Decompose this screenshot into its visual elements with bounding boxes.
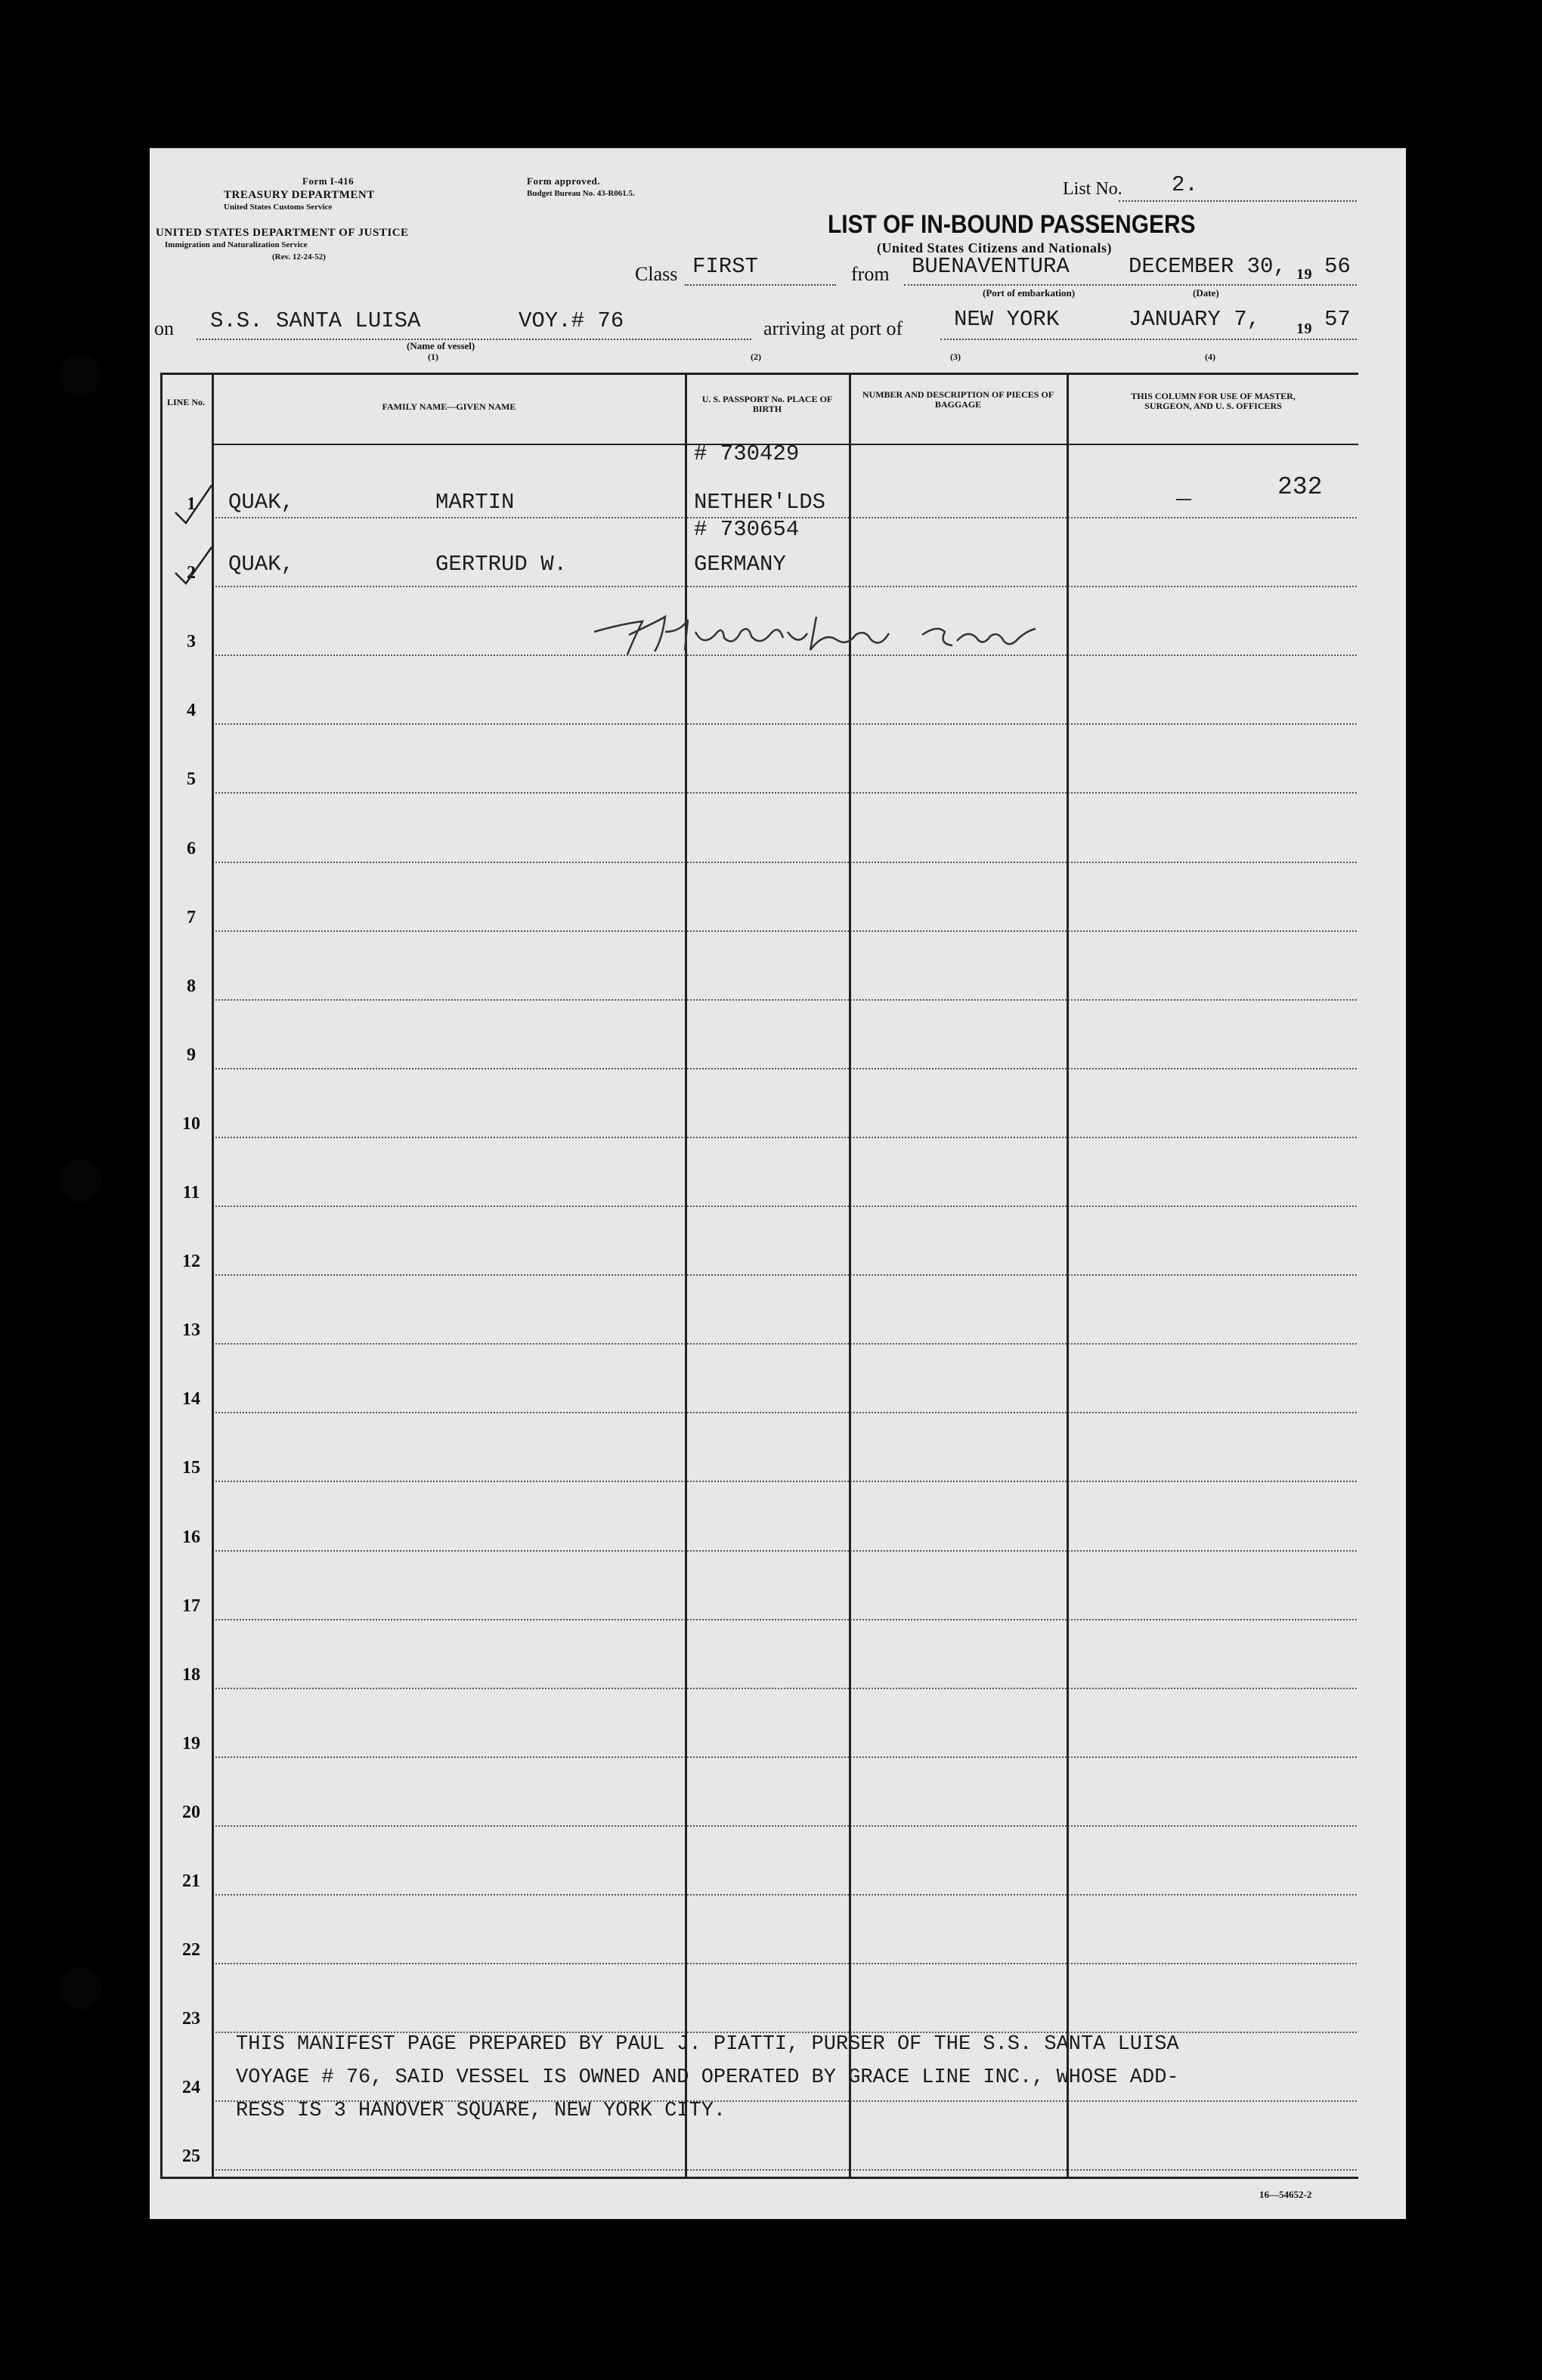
- row-dotted-line: [215, 999, 1357, 1001]
- row-dotted-line: [215, 1756, 1357, 1758]
- row-dotted-line: [215, 1205, 1357, 1207]
- page-subtitle: (United States Citizens and Nationals): [877, 240, 1113, 255]
- row-dotted-line: [215, 792, 1357, 794]
- row-number: 22: [182, 1940, 200, 1961]
- departure-date: DECEMBER 30,: [1129, 254, 1287, 279]
- arrival-19: 19: [1296, 320, 1312, 337]
- col-num-2: (2): [751, 351, 761, 362]
- entry-1-birthplace: NETHER'LDS: [694, 490, 826, 515]
- row-dotted-line: [215, 1825, 1357, 1827]
- page-title: LIST OF IN-BOUND PASSENGERS: [828, 210, 1196, 239]
- row-dotted-line: [215, 1688, 1357, 1689]
- arrival-port: NEW YORK: [954, 307, 1060, 332]
- row-number: 10: [182, 1113, 200, 1134]
- row-dotted-line: [215, 930, 1357, 932]
- row-number: 6: [187, 838, 196, 859]
- row-dotted-line: [215, 723, 1357, 725]
- entry-1-passport: # 730429: [694, 441, 800, 466]
- list-no-label: List No.: [1063, 179, 1122, 199]
- entry-2-family-name: QUAK,: [228, 552, 295, 577]
- vessel-caption: (Name of vessel): [407, 340, 475, 351]
- treasury-dept: TREASURY DEPARTMENT: [224, 189, 375, 201]
- col-header-name: FAMILY NAME—GIVEN NAME: [382, 401, 516, 412]
- vessel-name: S.S. SANTA LUISA: [210, 308, 421, 333]
- col-header-officers: THIS COLUMN FOR USE OF MASTER, SURGEON, AND U. S. OFFICERS: [1131, 391, 1296, 411]
- row-number: 9: [187, 1045, 196, 1065]
- budget-bureau: Budget Bureau No. 43-R061.5.: [527, 189, 635, 198]
- list-no-value: 2.: [1172, 172, 1198, 197]
- row-number: 5: [187, 769, 196, 790]
- departure-19: 19: [1296, 266, 1312, 283]
- officer-tick-mark: [1176, 499, 1191, 500]
- row-number: 18: [182, 1664, 200, 1685]
- col-header-baggage: NUMBER AND DESCRIPTION OF PIECES OF BAGGAGE: [862, 389, 1054, 410]
- col-header-line: LINE No.: [166, 397, 205, 407]
- entry-1-given-name: MARTIN: [435, 490, 515, 515]
- entry-2-passport: # 730654: [694, 517, 800, 542]
- row-number: 14: [182, 1389, 200, 1410]
- row-dotted-line: [215, 586, 1357, 587]
- line-col-divider: [212, 373, 214, 2179]
- table-left-border: [160, 373, 163, 2179]
- punch-hole-bottom: [59, 1967, 101, 2010]
- prepared-by-note-line-2: VOYAGE # 76, SAID VESSEL IS OWNED AND OPERATED BY GRACE LINE INC., WHOSE ADD-: [236, 2066, 1179, 2089]
- row-number: 21: [182, 1871, 200, 1891]
- row-number: 24: [182, 2078, 200, 2098]
- col-header-passport: U. S. PASSPORT No. PLACE OF BIRTH: [701, 394, 833, 414]
- row-dotted-line: [215, 1963, 1357, 1964]
- form-approved: Form approved.: [527, 175, 601, 187]
- departure-year: 56: [1324, 254, 1351, 279]
- table-bottom-rule: [160, 2177, 1358, 2179]
- punch-hole-middle: [59, 1159, 101, 1202]
- entry-1-officer-note: 232: [1277, 473, 1323, 501]
- entry-2-given-name: GERTRUD W.: [435, 552, 568, 577]
- ins-service: Immigration and Naturalization Service: [165, 240, 308, 249]
- row-dotted-line: [215, 862, 1357, 863]
- row-number: 23: [182, 2009, 200, 2029]
- form-revision: (Rev. 12-24-52): [272, 252, 326, 262]
- customs-service: United States Customs Service: [224, 203, 333, 212]
- line-check-marks: [172, 484, 218, 597]
- row-number: 8: [187, 976, 196, 996]
- prepared-by-note-line-3: RESS IS 3 HANOVER SQUARE, NEW YORK CITY.: [236, 2100, 726, 2122]
- row-dotted-line: [215, 1412, 1357, 1413]
- row-dotted-line: [215, 1481, 1357, 1482]
- row-number: 2: [187, 563, 196, 583]
- row-dotted-line: [215, 1894, 1357, 1896]
- row-number: 25: [182, 2146, 200, 2167]
- row-number: 20: [182, 1802, 200, 1822]
- date-caption: (Date): [1193, 287, 1219, 299]
- from-label: from: [851, 263, 890, 285]
- class-value: FIRST: [692, 254, 759, 279]
- handwritten-signature: [590, 602, 1164, 670]
- row-number: 15: [182, 1458, 200, 1478]
- row-dotted-line: [215, 1619, 1357, 1620]
- row-number: 17: [182, 1595, 200, 1616]
- row-dotted-line: [215, 2169, 1357, 2171]
- table-top-rule: [160, 373, 1358, 375]
- row-number: 4: [187, 701, 196, 721]
- on-label: on: [154, 317, 174, 339]
- col-num-1: (1): [428, 351, 438, 362]
- col-num-3: (3): [950, 351, 961, 362]
- print-code: 16—54652-2: [1259, 2189, 1312, 2200]
- row-number: 13: [182, 1320, 200, 1341]
- row-number: 3: [187, 632, 196, 652]
- justice-dept: UNITED STATES DEPARTMENT OF JUSTICE: [156, 227, 409, 239]
- port-embark-caption: (Port of embarkation): [983, 287, 1076, 299]
- from-port: BUENAVENTURA: [912, 254, 1070, 279]
- row-number: 12: [182, 1252, 200, 1272]
- punch-hole-top: [59, 354, 101, 396]
- form-number: Form I-416: [302, 175, 355, 187]
- row-number: 1: [187, 494, 196, 514]
- row-number: 7: [187, 907, 196, 927]
- row-number: 19: [182, 1733, 200, 1753]
- col-num-4: (4): [1205, 351, 1215, 362]
- entry-2-birthplace: GERMANY: [694, 552, 786, 577]
- row-dotted-line: [215, 1343, 1357, 1345]
- arrival-date: JANUARY 7,: [1129, 307, 1261, 332]
- class-label: Class: [635, 263, 678, 285]
- row-number: 11: [182, 1183, 200, 1202]
- entry-1-family-name: QUAK,: [228, 490, 295, 515]
- row-dotted-line: [215, 1550, 1357, 1552]
- voyage-number: VOY.# 76: [519, 308, 624, 333]
- row-dotted-line: [215, 1137, 1357, 1138]
- row-dotted-line: [215, 1274, 1357, 1276]
- arriving-label: arriving at port of: [763, 317, 903, 339]
- arrival-year: 57: [1324, 307, 1351, 332]
- row-dotted-line: [215, 1068, 1357, 1069]
- row-number: 16: [182, 1527, 200, 1547]
- prepared-by-note-line-1: THIS MANIFEST PAGE PREPARED BY PAUL J. PIATTI, PURSER OF THE S.S. SANTA LUISA: [236, 2033, 1179, 2056]
